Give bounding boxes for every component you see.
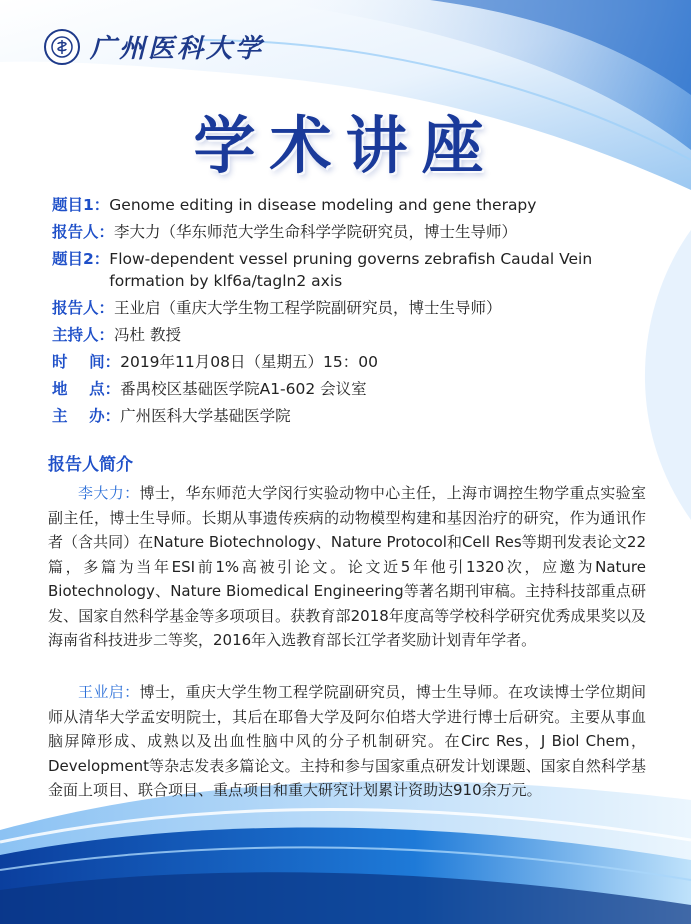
topic1-value: Genome editing in disease modeling and gene therapy (109, 196, 537, 214)
venue-label: 地 点： (52, 380, 121, 398)
host-row (52, 324, 652, 346)
university-seal-icon (44, 29, 80, 65)
speaker2-value: 王业启（重庆大学生物工程学院副研究员，博士生导师） (114, 299, 502, 317)
topic2-label: 题目2： (52, 250, 110, 268)
university-name: 广州医科大学 (90, 34, 265, 64)
time-row (52, 351, 652, 373)
speaker2-bio (48, 680, 646, 803)
organizer-label: 主 办： (52, 407, 121, 425)
topic2-row (52, 248, 652, 292)
speaker1-bio-name: 李大力： (78, 484, 140, 502)
speaker2-bio-name: 王业启： (78, 683, 140, 701)
host-value: 冯杜 教授 (114, 326, 181, 344)
speaker1-row (52, 221, 652, 243)
organizer-row (52, 405, 652, 427)
host-label: 主持人： (52, 326, 115, 344)
speaker2-label: 报告人： (52, 299, 115, 317)
topic1-row (52, 194, 652, 216)
speaker1-bio-text: 博士，华东师范大学闵行实验动物中心主任，上海市调控生物学重点实验室副主任，博士生导师。长期从事遗传疾病的动物模型构建和基因治疗的研究，作为通讯作者（含共同）在Nature Biotechnology、Nature Protocol和Cell Res等期刊发表论文22篇，多篇为当年ESI前1%高被引论文。论文近5年他引1320次，应邀为Nature Biotechnology、Nature Biomedical Engineering等著名期刊审稿。主持科技部重点研发、国家自然科学基金等多项项目。获教育部2018年度高等学校科学研究优秀成果奖以及海南省科技进步二等奖，2016年入选教育部长江学者奖励计划青年学者。 (48, 484, 646, 649)
speaker2-row (52, 297, 652, 319)
venue-value: 番禺校区基础医学院A1-602 会议室 (120, 380, 367, 398)
speaker1-label: 报告人： (52, 223, 115, 241)
venue-row (52, 378, 652, 400)
lecture-info (52, 194, 652, 431)
time-label: 时 间： (52, 353, 121, 371)
speaker1-value: 李大力（华东师范大学生命科学学院研究员，博士生导师） (114, 223, 518, 241)
speaker1-bio (48, 481, 646, 653)
university-logo (44, 28, 264, 65)
bios-heading: 报告人简介 (48, 455, 133, 475)
topic1-label: 题目1： (52, 196, 110, 214)
poster-title: 学术讲座 (193, 109, 498, 182)
time-value: 2019年11月08日（星期五）15：00 (120, 353, 378, 371)
speaker2-bio-text: 博士，重庆大学生物工程学院副研究员，博士生导师。在攻读博士学位期间师从清华大学孟安明院士，其后在耶鲁大学及阿尔伯塔大学进行博士后研究。主要从事血脑屏障形成、成熟以及出血性脑中风的分子机制研究。在Circ Res，J Biol Chem，Development等杂志发表多篇论文。主持和参与国家重点研发计划课题、国家自然科学基金面上项目、联合项目、重点项目和重大研究计划累计资助达910余万元。 (48, 683, 646, 799)
organizer-value: 广州医科大学基础医学院 (120, 407, 291, 425)
topic2-value: Flow-dependent vessel pruning governs zebrafish Caudal Vein formation by klf6a/tagln2 axis (109, 250, 593, 290)
